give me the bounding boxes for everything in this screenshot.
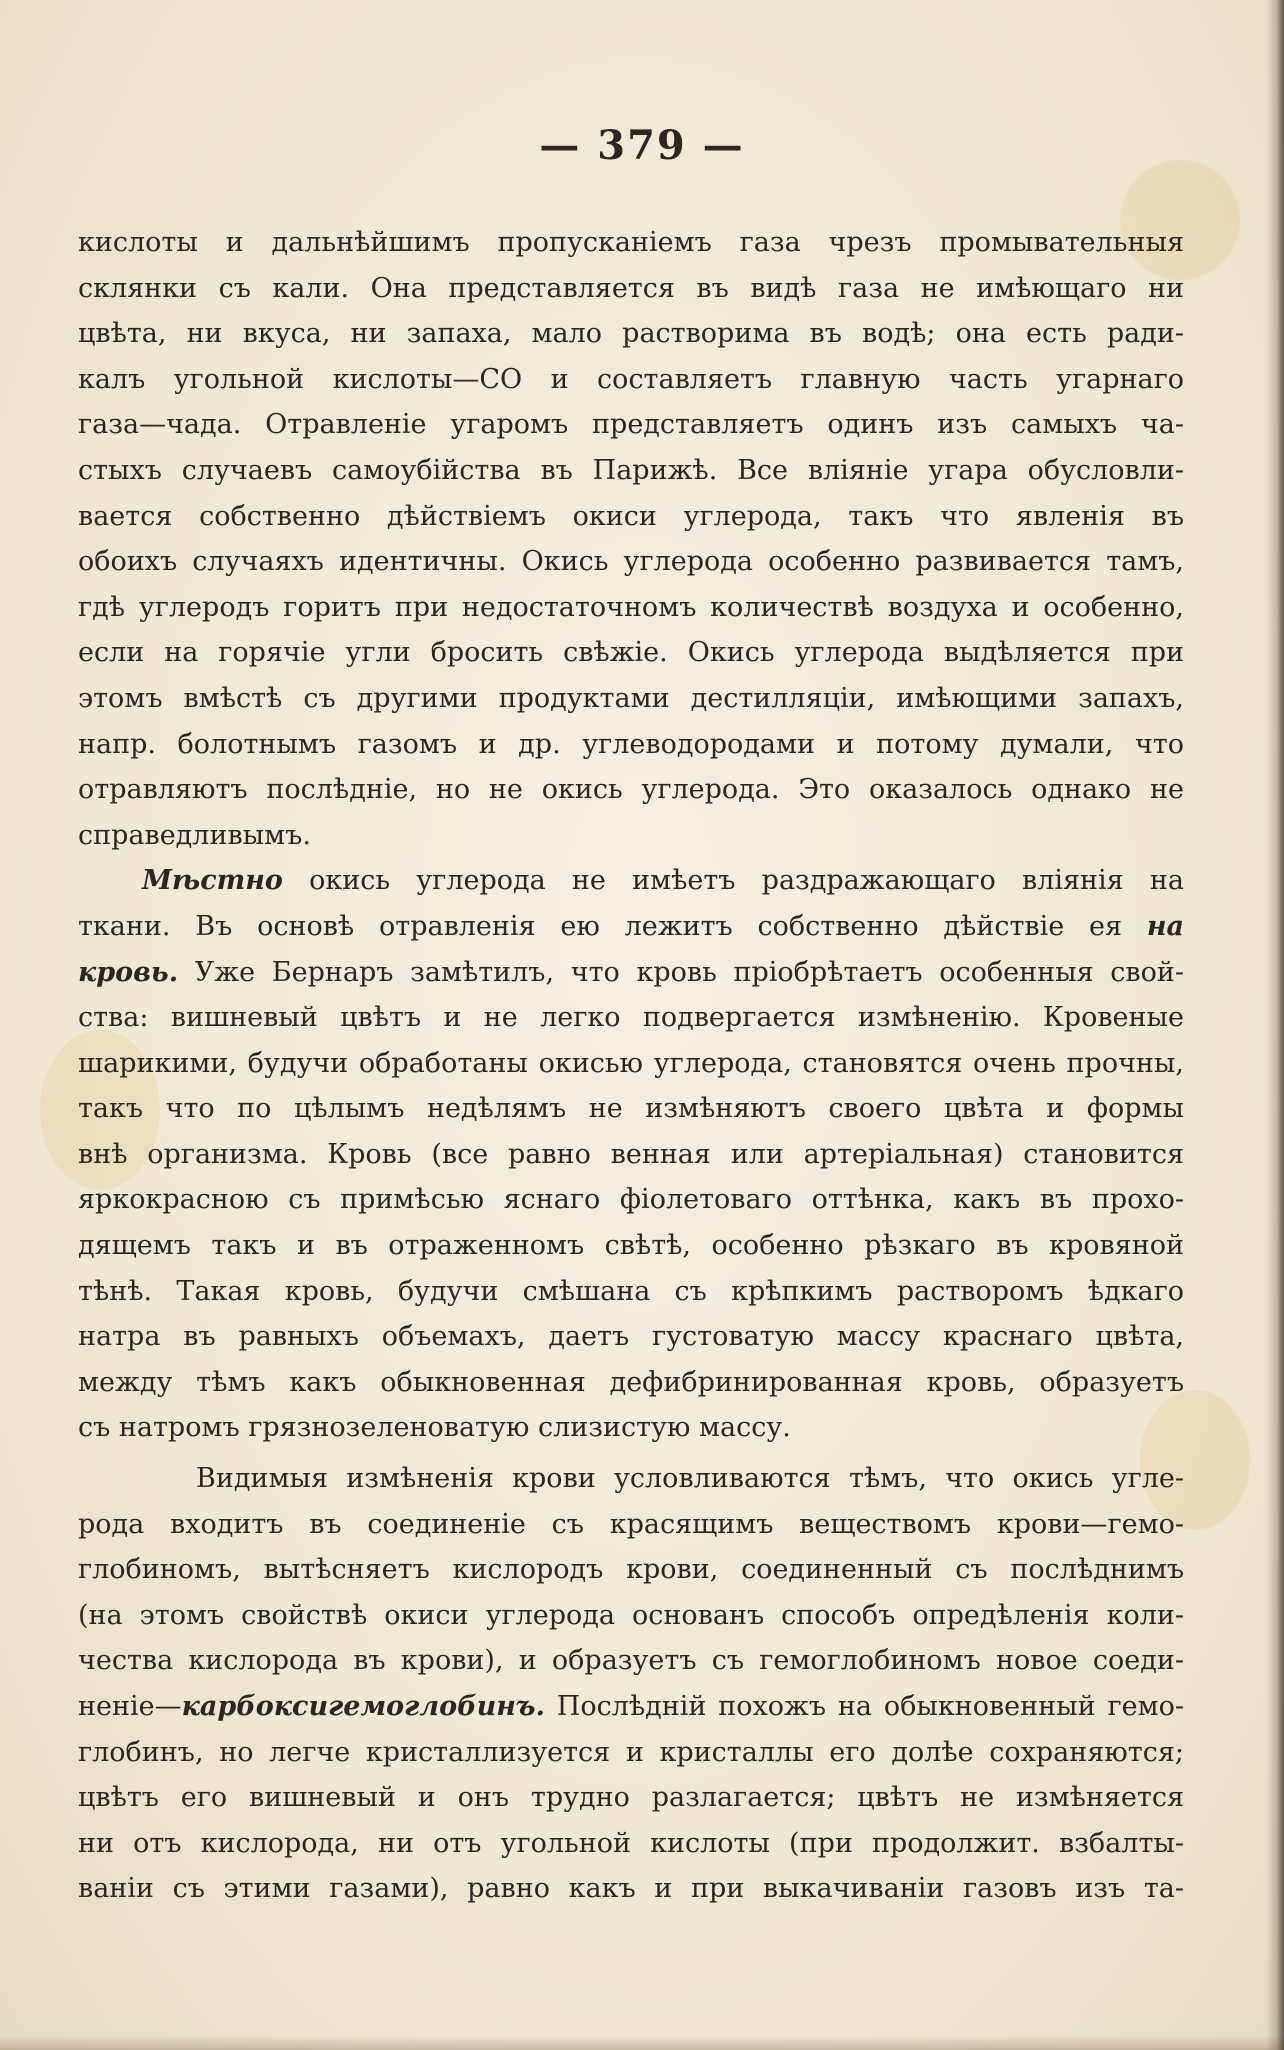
text-line: отравляютъ послѣдніе, но не окись углерода. Это оказалось однако не bbox=[78, 774, 1184, 806]
text-line: склянки съ кали. Она представляется въ видѣ газа не имѣющаго ни bbox=[78, 272, 1184, 304]
text-line: стыхъ случаевъ самоубійства въ Парижѣ. Все вліяніе угара обусловли- bbox=[78, 454, 1184, 486]
text-line: внѣ организма. Кровь (все равно венная или артеріальная) становится bbox=[78, 1138, 1184, 1170]
text-line: между тѣмъ какъ обыкновенная дефибринированная кровь, образуетъ bbox=[78, 1366, 1184, 1398]
text-line: яркокрасною съ примѣсью яснаго фіолетоваго оттѣнка, какъ въ прохо- bbox=[78, 1184, 1184, 1216]
text-line bbox=[78, 1684, 1184, 1730]
text-line bbox=[78, 950, 1184, 996]
text-line: вается собственно дѣйствіемъ окиси углерода, такъ что явленія въ bbox=[78, 500, 1184, 532]
text-line: ваніи съ этими газами), равно какъ и при выкачиваніи газовъ изъ та- bbox=[78, 1873, 1184, 1905]
text-line: такъ что по цѣлымъ недѣлямъ не измѣняютъ своего цвѣта и формы bbox=[78, 1093, 1184, 1125]
text-line: дящемъ такъ и въ отраженномъ свѣтѣ, особенно рѣзкаго въ кровяной bbox=[78, 1230, 1184, 1262]
text-line: шарикими, будучи обработаны окисью углерода, становятся очень прочны, bbox=[78, 1047, 1184, 1079]
text-run: неніе— bbox=[78, 1691, 182, 1722]
text-line: натра въ равныхъ объемахъ, даетъ густоватую массу краснаго цвѣта, bbox=[78, 1321, 1184, 1353]
text-line: (на этомъ свойствѣ окиси углерода основанъ способъ опредѣленія коли- bbox=[78, 1599, 1184, 1631]
text-run: Послѣдній похожъ на обыкновенный гемо- bbox=[544, 1691, 1184, 1722]
text-line: калъ угольной кислоты—CO и составляетъ главную часть угарнаго bbox=[78, 363, 1184, 395]
text-line: цвѣтъ его вишневый и онъ трудно разлагается; цвѣтъ не измѣняется bbox=[78, 1782, 1184, 1814]
page-number: — 379 — bbox=[539, 122, 745, 169]
emphasis-term: карбоксигемоглобинъ. bbox=[181, 1691, 545, 1722]
text-line: рода входитъ въ соединеніе съ красящимъ веществомъ крови—гемо- bbox=[78, 1508, 1184, 1540]
page-edge-shadow bbox=[1266, 0, 1284, 2050]
text-line: глобинъ, но легче кристаллизуется и кристаллы его долѣе сохраняются; bbox=[78, 1736, 1184, 1768]
text-run: окись углерода не имѣетъ раздражающаго вліянія на bbox=[282, 865, 1184, 897]
emphasis-term: на bbox=[1146, 910, 1184, 942]
text-line: обоихъ случаяхъ идентичны. Окись углерода особенно развивается тамъ, bbox=[78, 546, 1184, 578]
text-line: напр. болотнымъ газомъ и др. углеводородами и потому думали, что bbox=[78, 728, 1184, 760]
text-line: этомъ вмѣстѣ съ другими продуктами дестилляціи, имѣющими запахъ, bbox=[78, 682, 1184, 714]
text-line bbox=[78, 858, 1184, 904]
text-line: съ натромъ грязнозеленоватую слизистую массу. bbox=[78, 1412, 791, 1444]
emphasis-term: Мѣстно bbox=[142, 865, 283, 897]
text-line: чества кислорода въ крови), и образуетъ съ гемоглобиномъ новое соеди- bbox=[78, 1645, 1184, 1677]
page-bottom-edge bbox=[0, 2036, 1284, 2050]
text-line: газа—чада. Отравленіе угаромъ представляетъ одинъ изъ самыхъ ча- bbox=[78, 409, 1184, 441]
emphasis-term: кровь. bbox=[78, 956, 179, 988]
text-run: ткани. Въ основѣ отравленія ею лежитъ собственно дѣйствіе ея bbox=[78, 910, 1147, 942]
text-line: Видимыя измѣненія крови условливаются тѣмъ, что окись угле- bbox=[196, 1463, 1184, 1495]
text-line: ни отъ кислорода, ни отъ угольной кислоты (при продолжит. взбалты- bbox=[78, 1827, 1184, 1859]
body-text bbox=[78, 220, 1184, 1912]
text-run: Уже Бернаръ замѣтилъ, что кровь пріобрѣтаетъ особенныя свой- bbox=[178, 956, 1184, 988]
text-line: справедливымъ. bbox=[78, 819, 311, 851]
text-line: кислоты и дальнѣйшимъ пропусканіемъ газа чрезъ промывательныя bbox=[78, 227, 1184, 258]
text-line: тѣнѣ. Такая кровь, будучи смѣшана съ крѣпкимъ растворомъ ѣдкаго bbox=[78, 1275, 1184, 1307]
text-line: гдѣ углеродъ горитъ при недостаточномъ количествѣ воздуха и особенно, bbox=[78, 591, 1184, 623]
text-line: глобиномъ, вытѣсняетъ кислородъ крови, соединенный съ послѣднимъ bbox=[78, 1554, 1184, 1586]
text-line: ства: вишневый цвѣтъ и не легко подвергается измѣненію. Кровеные bbox=[78, 1002, 1184, 1034]
text-line: цвѣта, ни вкуса, ни запаха, мало растворима въ водѣ; она есть ради- bbox=[78, 318, 1184, 350]
text-line: если на горячіе угли бросить свѣжіе. Окись углерода выдѣляется при bbox=[78, 637, 1184, 669]
text-line bbox=[78, 904, 1184, 950]
